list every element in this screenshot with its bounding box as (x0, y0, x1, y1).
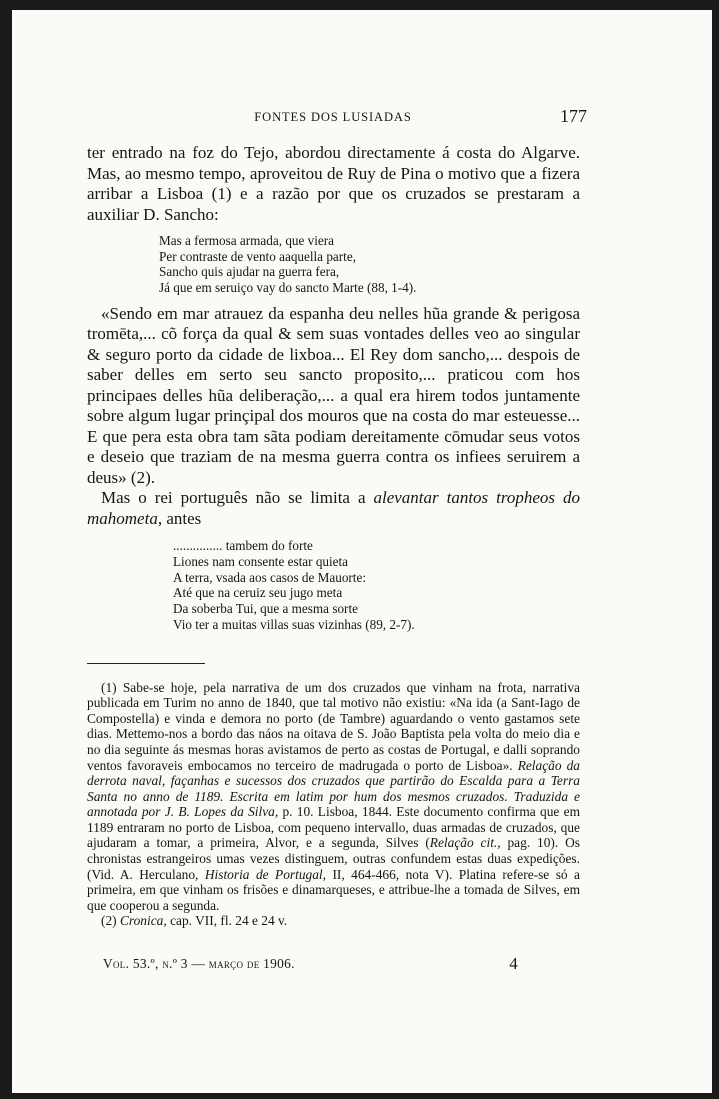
volume-line: Vol. 53.º, n.º 3 — março de 1906. (103, 956, 295, 971)
page-number: 177 (560, 106, 587, 126)
verse-line: Da soberba Tui, que a mesma sorte (173, 601, 358, 617)
verse-line: Sancho quis ajudar na guerra fera, (159, 264, 340, 280)
footnotes (87, 680, 580, 930)
footnote-2-text: (2) (101, 913, 120, 929)
verse-line: Até que na ceruiz seu jugo meta (173, 585, 343, 601)
verse-quote-2 (173, 538, 580, 632)
book-page (12, 10, 712, 1093)
footnote-1-text: p. 10. Lisboa, 1844. Este documento confirma que em 1189 entraram no porto de Lisboa, com pequeno intervallo, duas armadas de cruzados, que ajudaram a tomar, a primeira, Alvor, e a segunda, Silves ( (87, 804, 580, 851)
verse-line: Per contraste de vento aaquella parte, (159, 248, 356, 264)
running-title: FONTES DOS LUSIADAS (254, 110, 412, 124)
verse-line: A terra, vsada aos casos de Mauorte: (173, 569, 366, 585)
page-header (87, 106, 587, 130)
footnote-1-cite: Historia de Portugal, (204, 866, 326, 882)
footnote-2-cite: Cronica, (119, 913, 167, 929)
footnote-1-text: (1) Sabe-se hoje, pela narrativa de um dos cruzados que vinham na frota, narrativa publicada em Turim no anno de 1840, que tal motivo não existiu: «Na ida (a Sant-Iago de Compostella) e vinda e demora no porto (de Tambre) aguardando o vento gastamos sete dias. Mettemo-nos a bordo das náos na oitava de S. João Baptista pela volta do meio dia e no dia seguinte ás mesmas horas avistamos de perto as costas de Portugal, e dalli soprando ventos favoraveis embocamos no terceiro de madrugada o porto de Lisboa». (87, 679, 580, 773)
main-text (87, 143, 580, 929)
footnote-1 (87, 680, 580, 914)
footnote-2-text: cap. VII, fl. 24 e 24 v. (166, 913, 288, 929)
verse-line: Liones nam consente estar quieta (173, 554, 349, 570)
footnote-divider (87, 663, 205, 664)
paragraph-3-text: Mas o rei português não se limita a (101, 488, 374, 508)
footnote-1-text: II, 464-466, nota V). Platina refere-se só a primeira, em que vinham os frisões e dinamarqueses, e attribue-lhe a tomada de Silves, em que cooperou a segunda. (87, 866, 580, 913)
verse-line: Já que em seruiço vay do sancto Marte (88, 1-4). (159, 280, 417, 296)
gathering-mark: 4 (509, 954, 518, 973)
footnote-1-cite: Relação cit., (429, 835, 501, 851)
verse-line: Vio ter a muitas villas suas vizinhas (89, 2-7). (173, 616, 415, 632)
footnote-1-text: pag. 10). Os chronistas estrangeiros umas vezes distinguem, outras confundem estas duas expedições. (Vid. A. Herculano, (87, 835, 580, 882)
paragraph-3 (87, 488, 580, 529)
verse-line: ............... tambem do forte (173, 538, 313, 554)
footnote-2 (87, 913, 580, 929)
paragraph-2: «Sendo em mar atrauez da espanha deu nelles hũa grande & perigosa tromēta,... cõ força da qual & sem suas vontades delles veo ao singular & seguro porto da cidade de lixboa... El Rey dom sancho,... despois de saber delles em serto seu sancto proposito,... praticou com hos principaes delles hũa deliberação,... a qual era hirem todos juntamente sobre algum lugar prinçipal dos mouros que na costa do mar esteuesse... E que pera esta obra tam sãta podiam dereitamente cōmudar seus votos e deseio que traziam de na mesma guerra contra os infiees seruirem a deus» (2). (87, 303, 580, 487)
verse-quote-1 (159, 233, 580, 296)
paragraph-3-italic: alevantar tantos tropheos do mahometa, (87, 488, 580, 528)
verse-line: Mas a fermosa armada, que viera (159, 233, 335, 248)
paragraph-1: ter entrado na foz do Tejo, abordou directamente á costa do Algarve. Mas, ao mesmo tempo, aproveitou de Ruy de Pina o motivo que a fizera arribar a Lisboa (1) e a razão por que os cruzados se prestaram a auxiliar D. Sancho: (87, 143, 580, 224)
paragraph-3-end: antes (162, 508, 202, 528)
footnote-1-title: Relação da derrota naval, façanhas e sucessos dos cruzados que partirão do Escalda para a Terra Santa no anno de 1189. Escrita em latim por hum dos mesmos cruzados. Traduzida e annotada por J. B. Lopes da Silva, (87, 757, 580, 820)
printer-signature (103, 956, 518, 974)
